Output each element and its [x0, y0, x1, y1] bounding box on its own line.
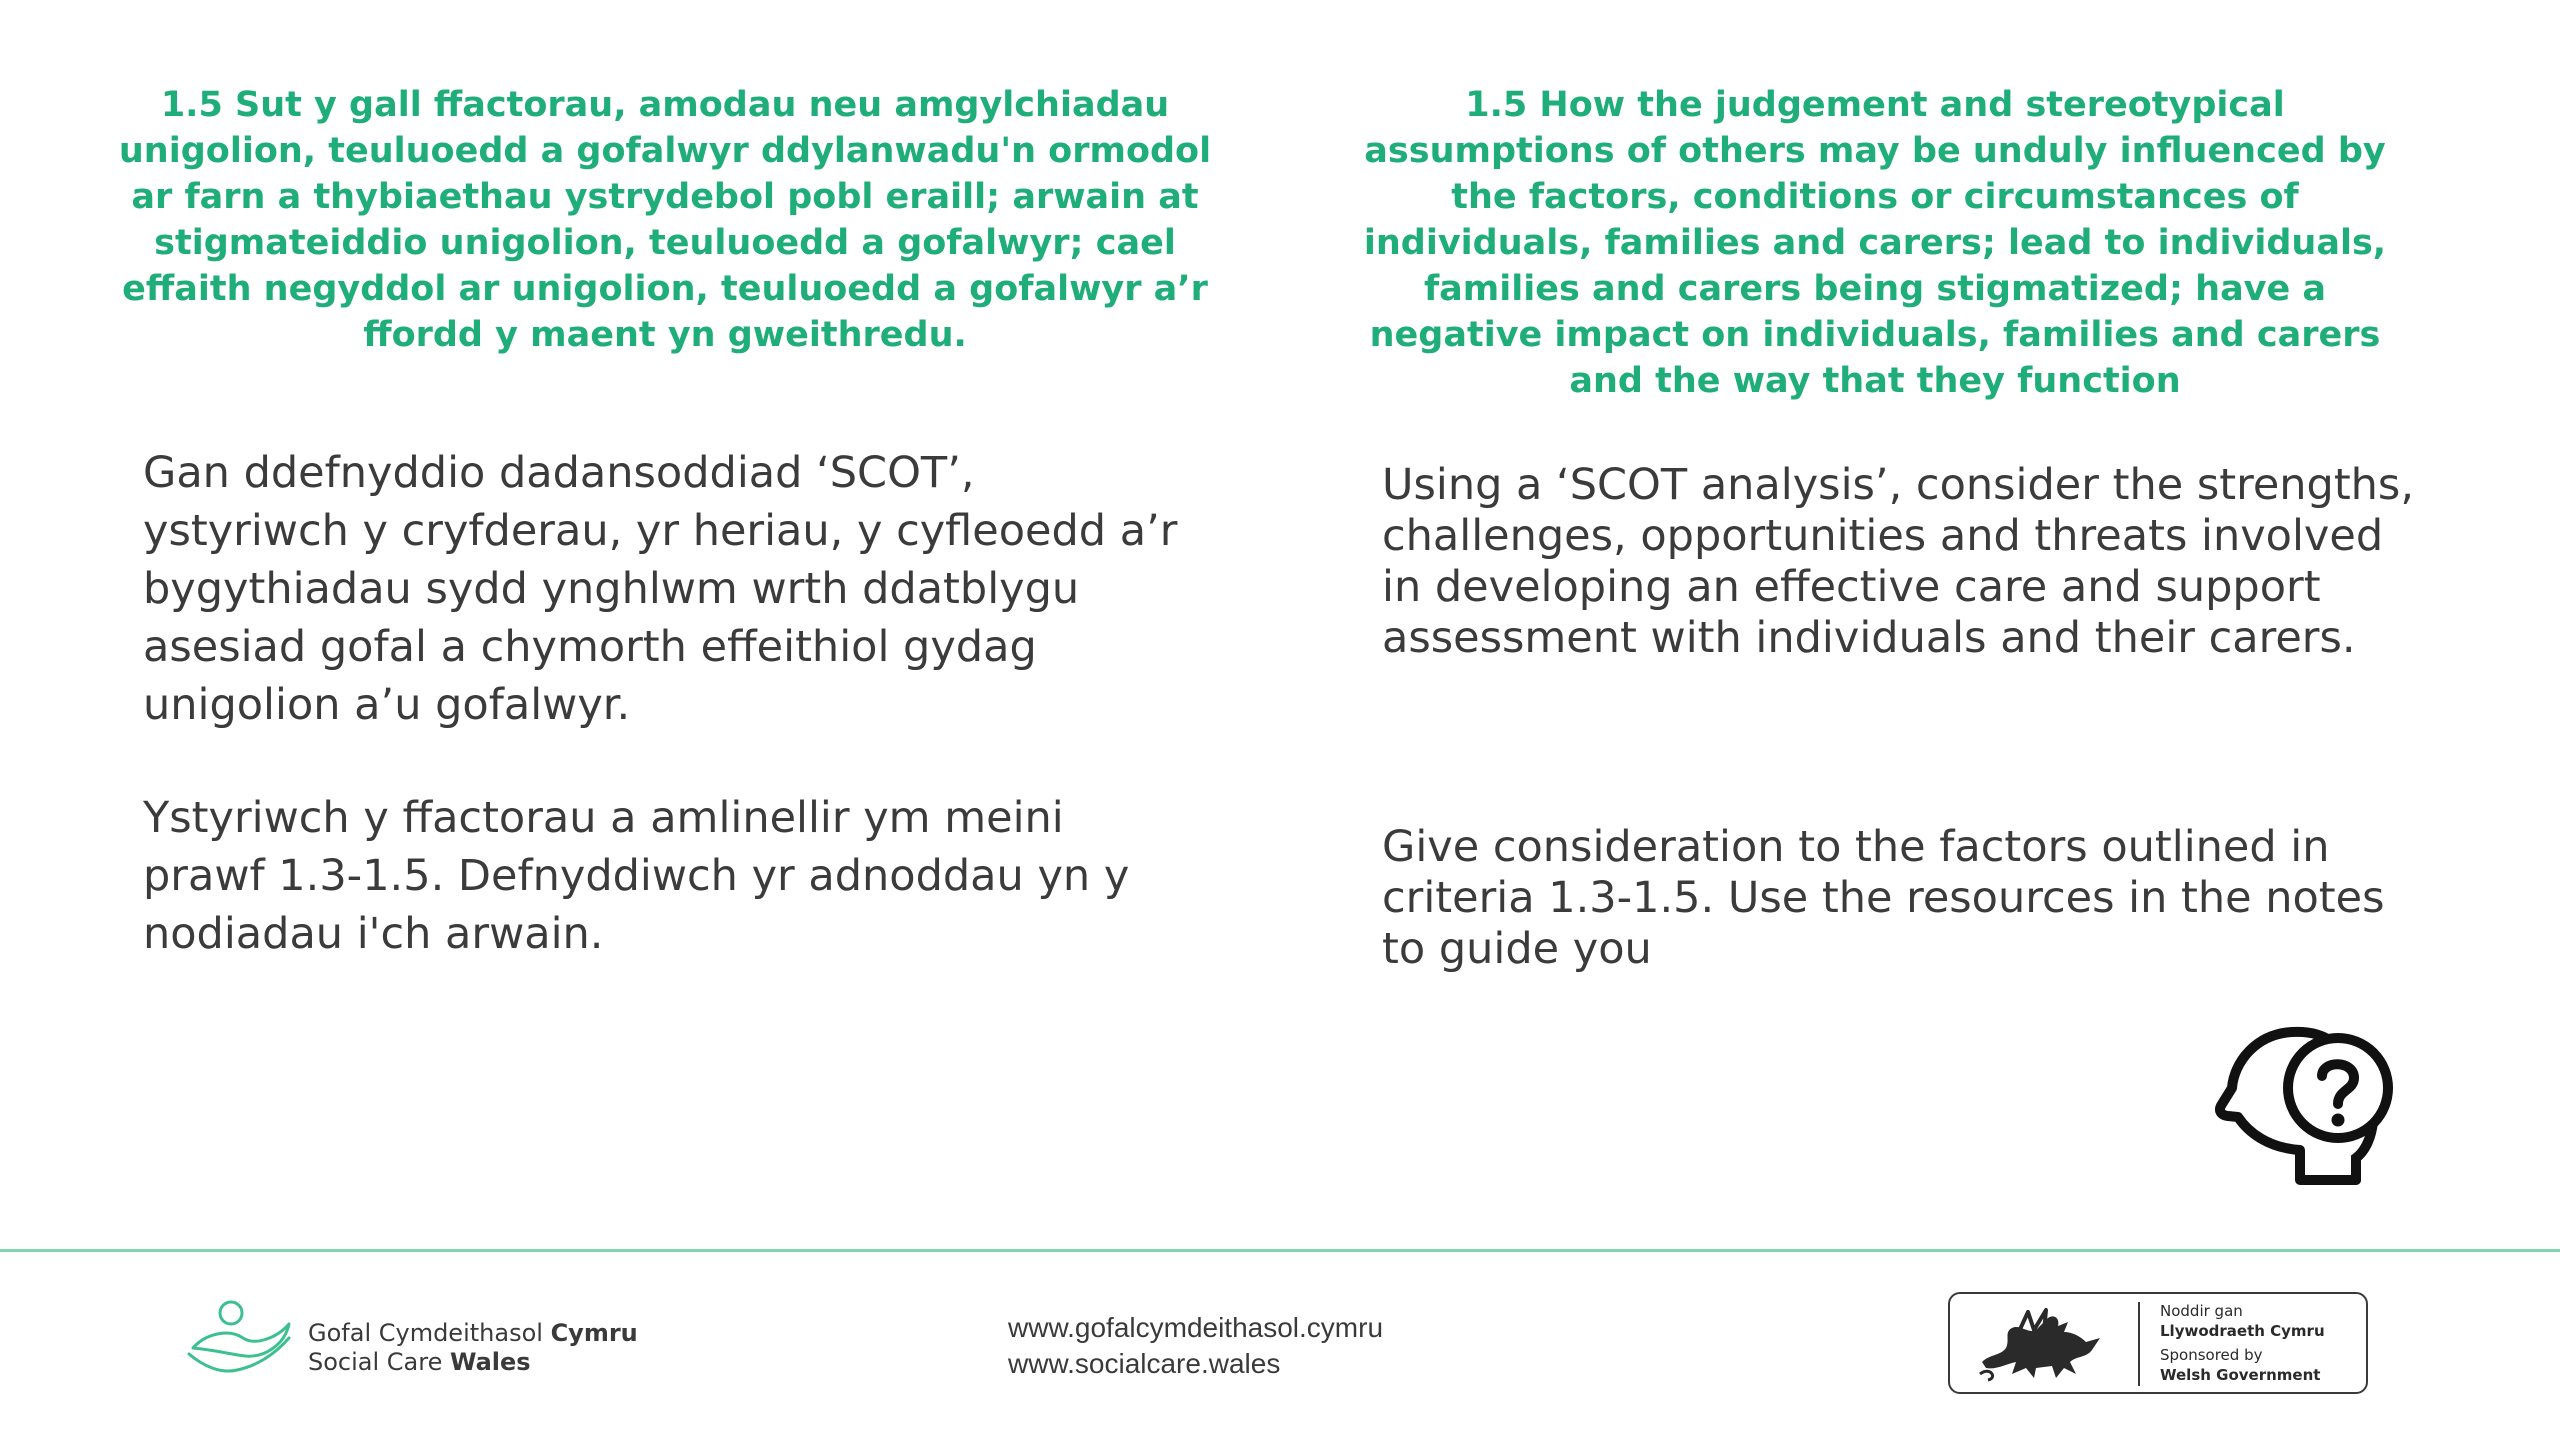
- logo-welsh-regular: Gofal Cymdeithasol: [308, 1319, 551, 1347]
- sponsor-english-name: Welsh Government: [2160, 1366, 2321, 1384]
- logo-line-english: [308, 1348, 531, 1376]
- welsh-government-logo: [1948, 1292, 2368, 1394]
- logo-line-welsh: [308, 1319, 638, 1347]
- logo-english-regular: Social Care: [308, 1348, 450, 1376]
- sponsor-english-label: Sponsored by: [2160, 1346, 2263, 1364]
- sponsor-welsh-name: Llywodraeth Cymru: [2160, 1322, 2325, 1340]
- english-paragraph-2: Give consideration to the factors outlined in criteria 1.3-1.5. Use the resources in the notes to guide you: [1382, 822, 2385, 974]
- welsh-heading: 1.5 Sut y gall ffactorau, amodau neu amgylchiadau unigolion, teuluoedd a gofalwyr ddylanwadu'n ormodol ar farn a thybiaethau ystrydebol pobl eraill; arwain at stigmateiddio unigolion, teuluoedd a gofalwyr; cael effaith negyddol ar unigolion, teuluoedd a gofalwyr a’r ffordd y maent yn gweithredu.: [118, 85, 1212, 355]
- welsh-paragraph-1: Gan ddefnyddio dadansoddiad ‘SCOT’, ystyriwch y cryfderau, yr heriau, y cyfleoedd a’r bygythiadau sydd ynghlwm wrth ddatblygu asesiad gofal a chymorth effeithiol gydag unigolion a’u gofalwyr.: [143, 448, 1178, 730]
- welsh-dragon-icon: [1976, 1304, 2106, 1384]
- english-website-url[interactable]: www.socialcare.wales: [1008, 1348, 1281, 1379]
- logo-english-bold: Wales: [449, 1348, 531, 1376]
- social-care-wales-mark-icon: [185, 1298, 295, 1378]
- welsh-paragraph-2: Ystyriwch y ffactorau a amlinellir ym meini prawf 1.3-1.5. Defnyddiwch yr adnoddau yn y nodiadau i'ch arwain.: [143, 793, 1130, 959]
- head-question-icon: [2208, 1022, 2398, 1187]
- welsh-website-url[interactable]: www.gofalcymdeithasol.cymru: [1008, 1312, 1384, 1343]
- footer-divider: [0, 1249, 2560, 1252]
- english-heading: 1.5 How the judgement and stereotypical assumptions of others may be unduly influenced by the factors, conditions or circumstances of individuals, families and carers; lead to individuals, families and carers being stigmatized; have a negative impact on individuals, families and carers and the way that they function: [1363, 85, 2387, 401]
- english-paragraph-1: Using a ‘SCOT analysis’, consider the strengths, challenges, opportunities and threats involved in developing an effective care and support assessment with individuals and their carers.: [1382, 460, 2414, 663]
- logo-divider: [2138, 1302, 2140, 1386]
- social-care-wales-logo: [185, 1298, 705, 1378]
- logo-welsh-bold: Cymru: [550, 1319, 638, 1347]
- sponsor-welsh-label: Noddir gan: [2160, 1302, 2243, 1320]
